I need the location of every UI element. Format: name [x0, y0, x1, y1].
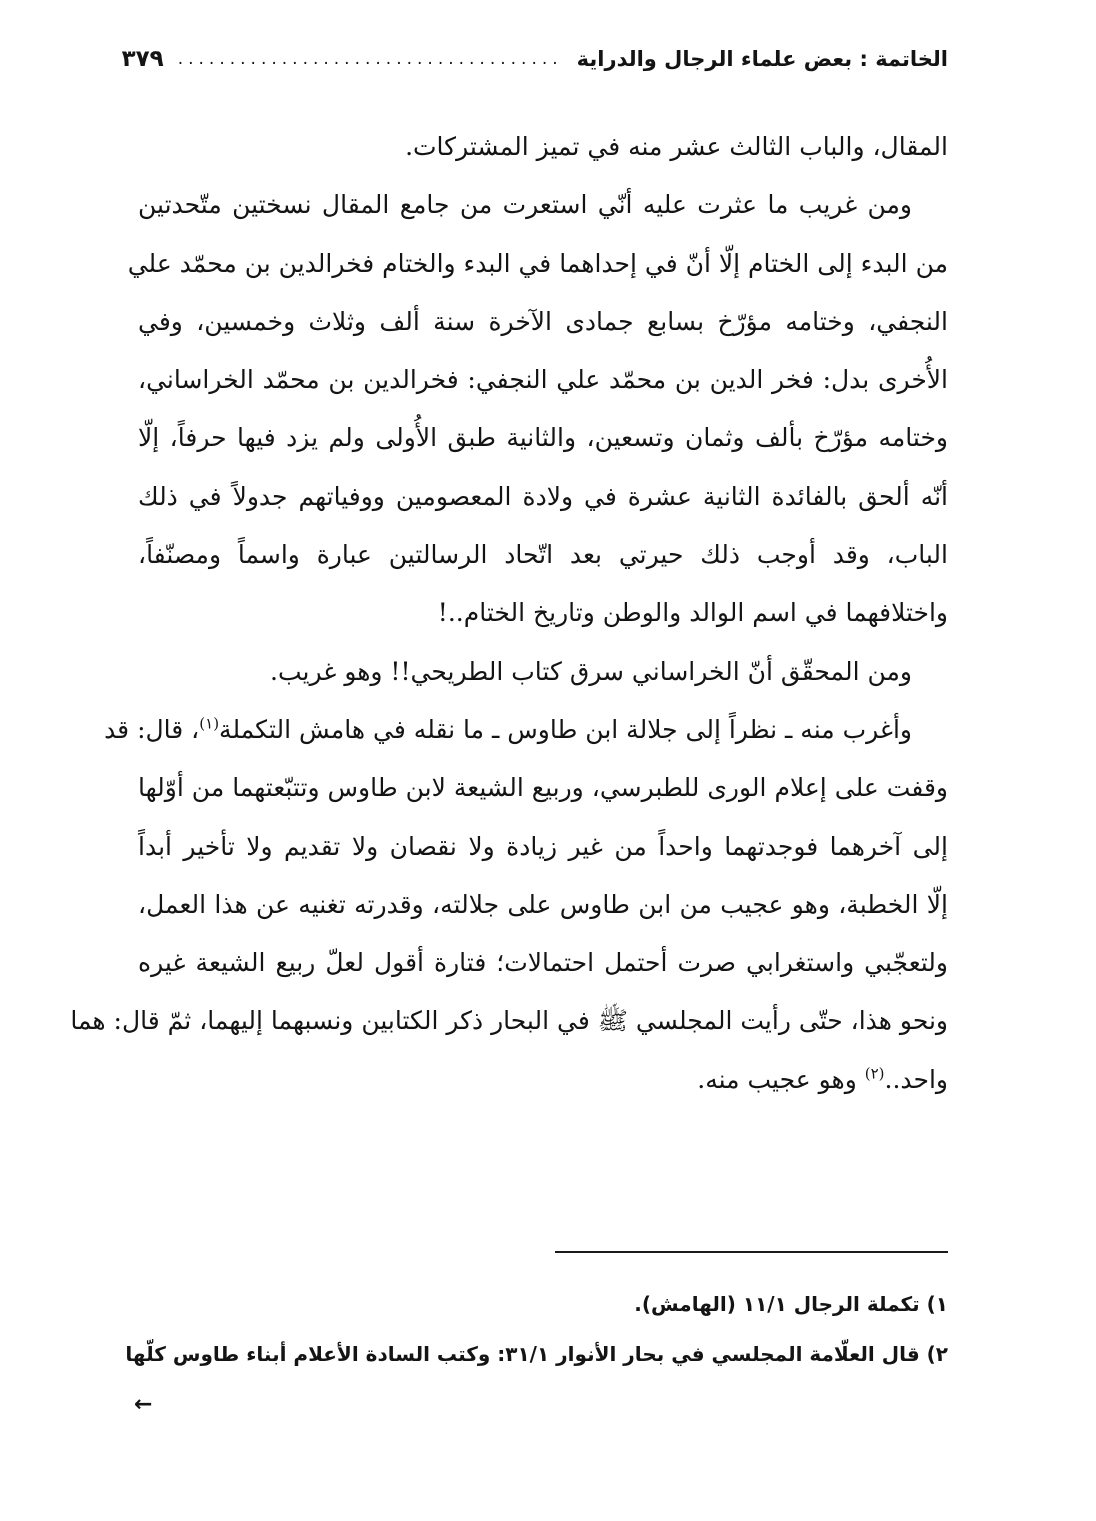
text-line: ومن غريب ما عثرت عليه أنّي استعرت من جامع المقال نسختين متّحدتين — [138, 190, 912, 220]
continue-arrow-icon: ← — [134, 1392, 153, 1417]
text-line: واختلافهما في اسم الوالد والوطن وتاريخ الختام..! — [437, 598, 948, 628]
footnote-2: ٢) قال العلّامة المجلسي في بحار الأنوار ٣١/١: وكتب السادة الأعلام أبناء طاوس كلّها — [125, 1342, 948, 1366]
running-header — [122, 36, 948, 82]
footnotes — [125, 1279, 948, 1379]
text-line: ونحو هذا، حتّى رأيت المجلسي ﷺ في البحار ذكر الكتابين ونسبهما إليهما، ثمّ قال: هما — [70, 1006, 948, 1036]
text-line: الباب، وقد أوجب ذلك حيرتي بعد اتّحاد الرسالتين عبارة واسماً ومصنّفاً، — [138, 540, 948, 570]
text-line: ومن المحقّق أنّ الخراساني سرق كتاب الطريحي!! وهو غريب. — [270, 656, 912, 686]
header-title: الخاتمة : بعض علماء الرجال والدراية — [576, 47, 948, 71]
text-segment: واحد.. — [884, 1064, 948, 1094]
text-segment: ، قال: قد — [104, 714, 200, 744]
text-line: من البدء إلى الختام إلّا أنّ في إحداهما في البدء والختام فخرالدين بن محمّد علي — [127, 248, 948, 278]
main-text — [70, 118, 948, 1109]
text-line: ولتعجّبي واستغرابي صرت أحتمل احتمالات؛ فتارة أقول لعلّ ربيع الشيعة غيره — [138, 948, 948, 978]
footnote-1: ١) تكملة الرجال ١١/١ (الهامش). — [634, 1292, 948, 1316]
text-line: النجفي، وختامه مؤرّخ بسابع جمادى الآخرة سنة ألف وثلاث وخمسين، وفي — [138, 306, 948, 336]
text-segment: وهو عجيب منه. — [697, 1064, 865, 1094]
text-line: وقفت على إعلام الورى للطبرسي، وربيع الشيعة لابن طاوس وتتبّعتهما من أوّلها — [138, 773, 948, 803]
footnote-ref-1: (١) — [199, 714, 220, 733]
text-line: المقال، والباب الثالث عشر منه في تميز المشتركات. — [405, 132, 948, 161]
text-line: أنّه ألحق بالفائدة الثانية عشرة في ولادة المعصومين ووفياتهم جدولاً في ذلك — [138, 481, 948, 511]
text-line: الأُخرى بدل: فخر الدين بن محمّد علي النجفي: فخرالدين بن محمّد الخراساني، — [138, 365, 948, 395]
text-line: إلّا الخطبة، وهو عجيب من ابن طاوس على جلالته، وقدرته تغنيه عن هذا العمل، — [138, 889, 948, 919]
text-line: إلى آخرهما فوجدتهما واحداً من غير زيادة ولا نقصان ولا تقديم ولا تأخير أبداً — [138, 831, 948, 861]
text-line-with-note — [138, 1051, 948, 1109]
text-line: وختامه مؤرّخ بألف وثمان وتسعين، والثانية طبق الأُولى ولم يزد فيها حرفاً، إلّا — [138, 423, 948, 453]
footnote-divider — [555, 1251, 948, 1253]
header-leader-dots: ..................................... — [177, 49, 563, 69]
text-line-with-note — [104, 701, 948, 759]
text-segment: وأغرب منه ـ نظراً إلى جلالة ابن طاوس ـ ما نقله في هامش التكملة — [219, 714, 912, 744]
page-number: ٣٧٩ — [121, 46, 164, 72]
footnote-ref-2: (٢) — [864, 1064, 885, 1083]
